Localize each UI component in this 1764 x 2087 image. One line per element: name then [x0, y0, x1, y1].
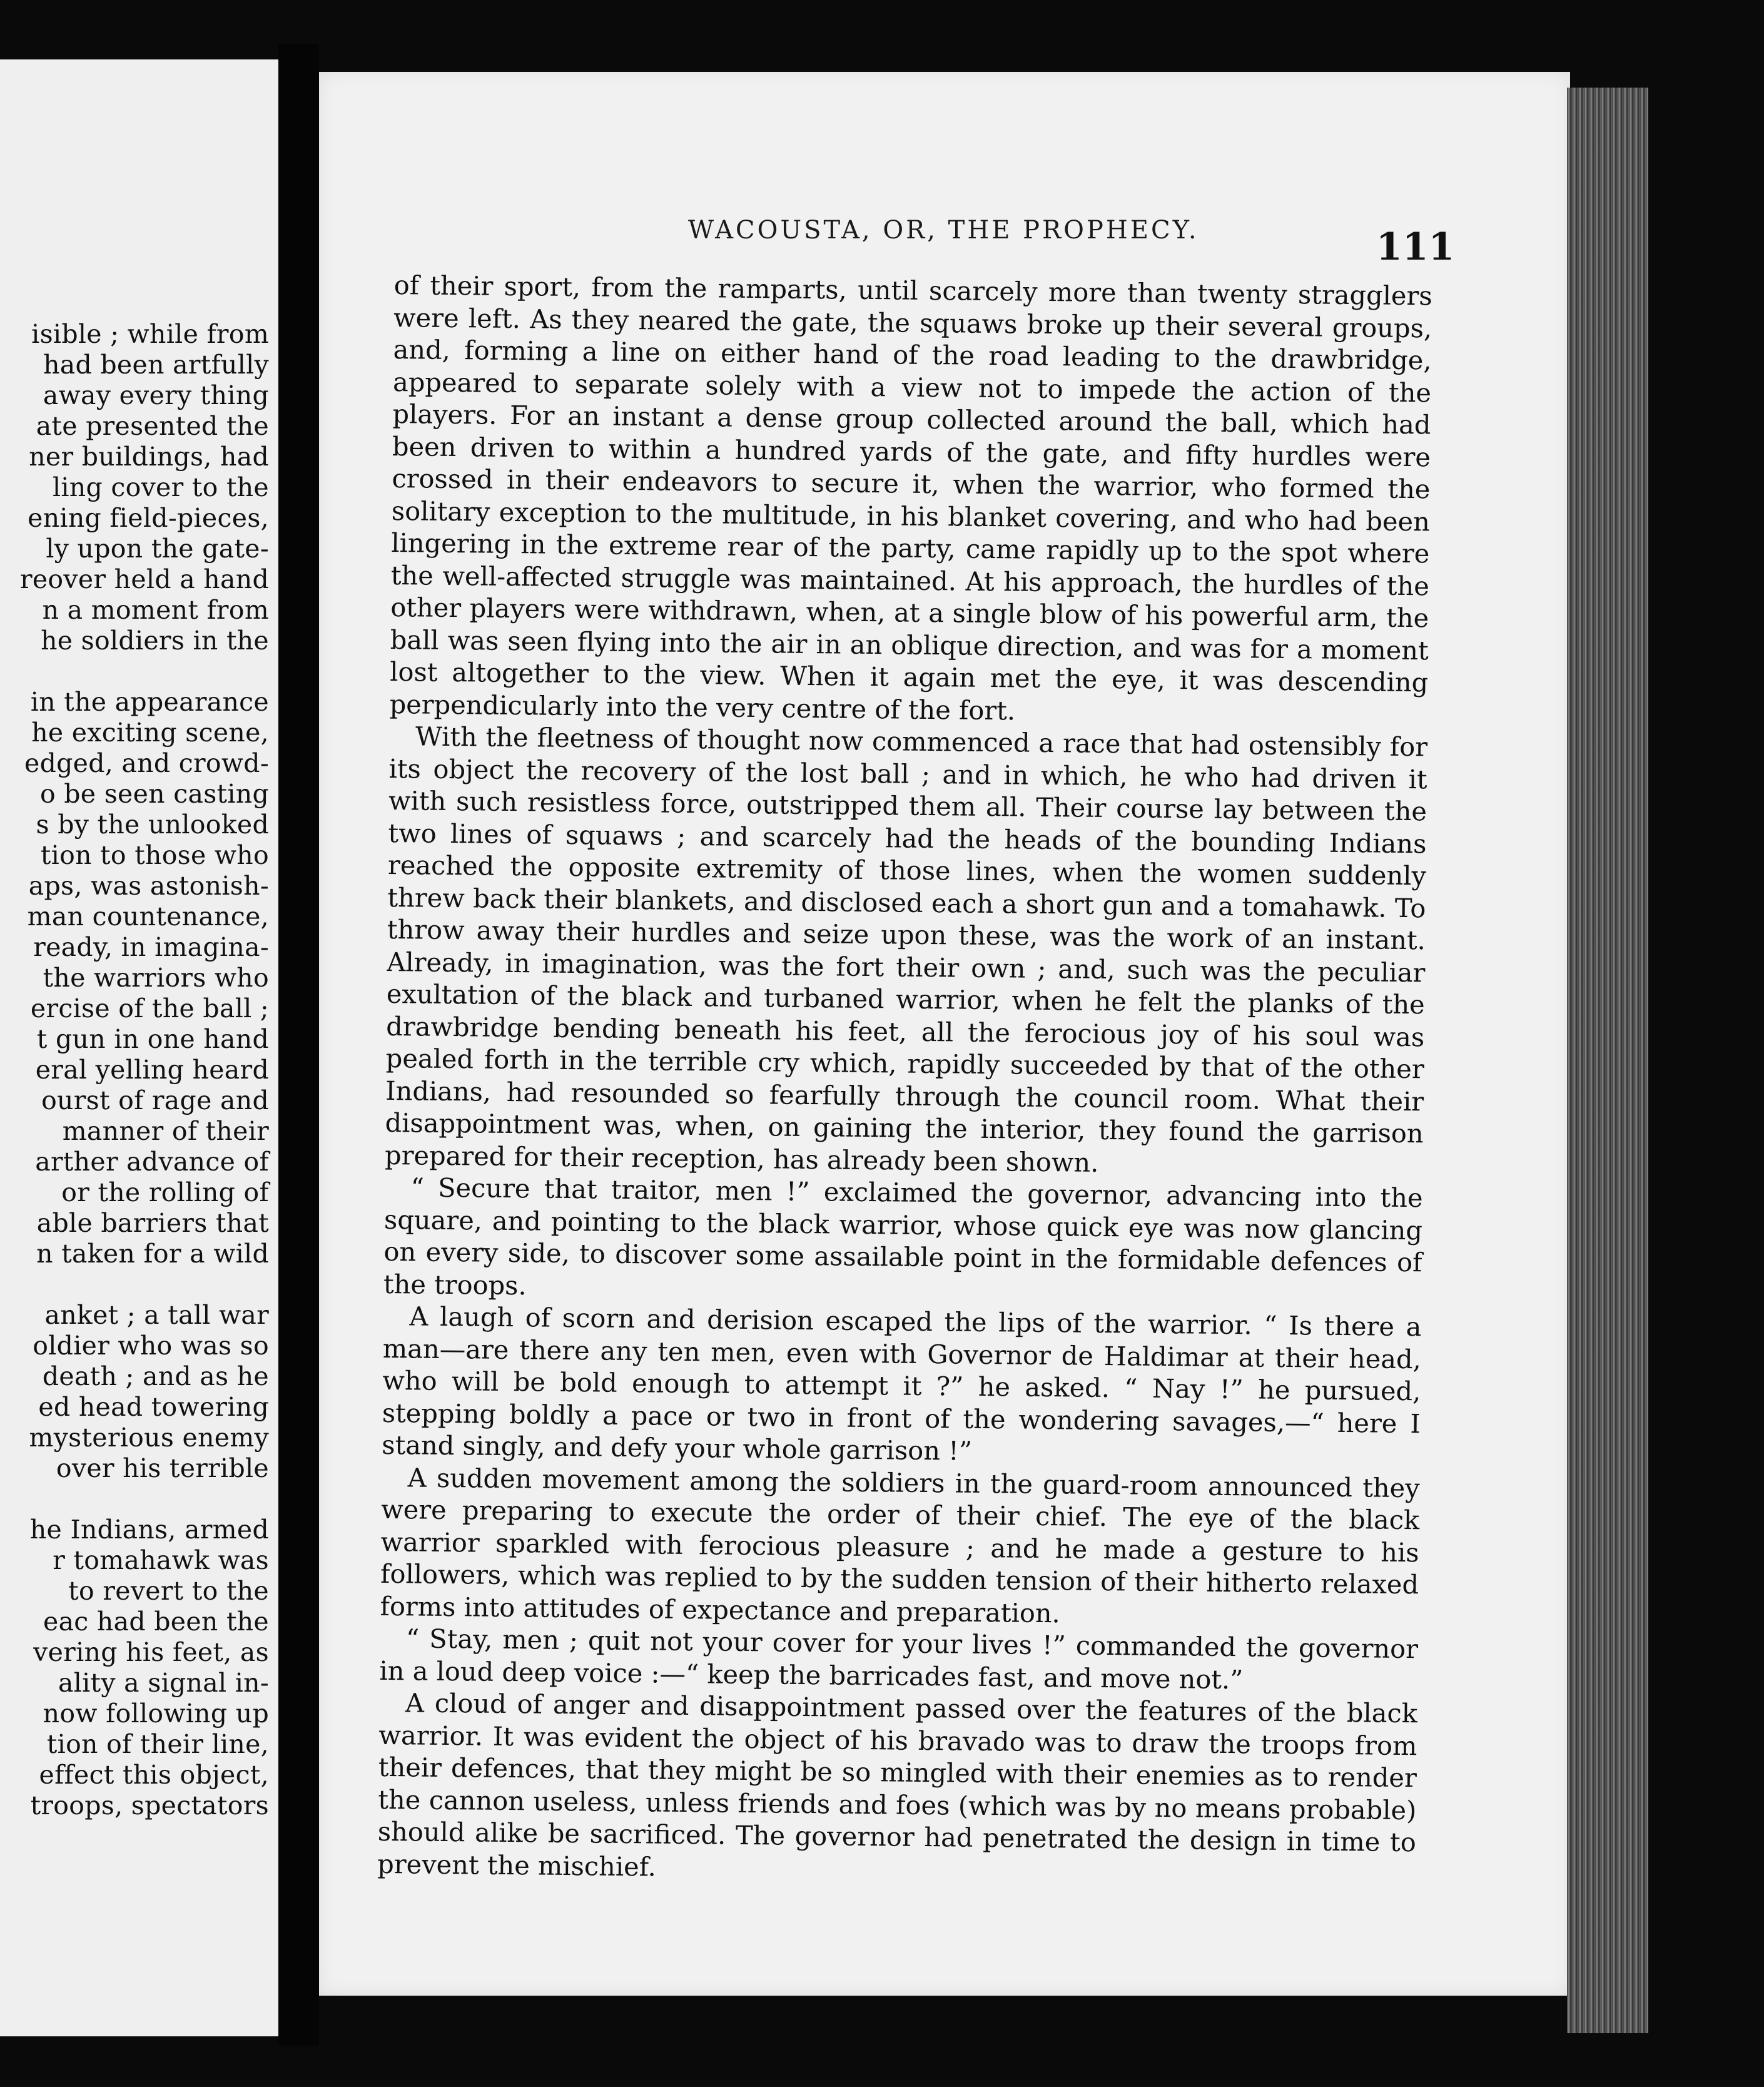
paragraph: “ Stay, men ; quit not your cover for your lives !” commanded the governor in a loud deep voice :—“ keep the barricades fast, and move not.” — [379, 1623, 1419, 1695]
left-page-line: the warriors who — [43, 963, 269, 993]
left-page-line: n a moment from — [42, 595, 269, 625]
left-page-line: ercise of the ball ; — [30, 993, 269, 1023]
paragraph: of their sport, from the ramparts, until scarcely more than twenty stragglers were left. As they neared the gate, the squaws broke up their several groups, and, forming a line on either hand of the road leading to the drawbridge, appeared to separate solely with a view not to impede the action of the players. For an instant a dense group collected around the ball, which had been driven to within a hundred yards of the gate, and fifty hurdles were crossed in their endeavors to secure it, when the warrior, who formed the solitary exception to the multitude, in his blanket covering, and who had been lingering in the extreme rear of the party, came rapidly up to the spot where the well-affected struggle was maintained. At his approach, the hurdles of the other players were withdrawn, when, at a single blow of his powerful arm, the ball was seen flying into the air in an oblique direction, and was for a moment lost altogether to the view. When it again met the eye, it was descending perpendicularly into the very centre of the fort. — [389, 269, 1432, 726]
left-page-line: troops, spectators — [30, 1790, 269, 1820]
left-page-line: he exciting scene, — [31, 718, 269, 748]
left-page-line: man countenance, — [27, 901, 269, 932]
left-page-line: t gun in one hand — [36, 1024, 269, 1054]
paragraph: A sudden movement among the soldiers in the guard-room announced they were preparing to execute the order of their chief. The eye of the black warrior sparkled with ferocious pleasure ; and he made a gesture to his followers, which was replied to by the sudden tension of their hitherto relaxed forms into attitudes of expectance and preparation. — [380, 1461, 1420, 1628]
left-page-line: ate presented the — [36, 411, 269, 441]
left-page-line: reover held a hand — [19, 564, 269, 594]
left-page-line: away every thing — [43, 380, 269, 410]
left-page-line: eral yelling heard — [35, 1055, 269, 1085]
left-page-line: manner of their — [62, 1116, 269, 1146]
left-page — [0, 59, 278, 2036]
left-page-line: anket ; a tall war — [44, 1300, 269, 1330]
left-page-line: he soldiers in the — [41, 626, 269, 656]
left-page-line: to revert to the — [68, 1576, 269, 1606]
book-gutter — [278, 44, 319, 2046]
left-page-line: edged, and crowd- — [24, 748, 269, 778]
paragraph: With the fleetness of thought now commenced a race that had ostensibly for its object the recovery of the lost ball ; and in which, he who had driven it with such resistless force, outstripped them all. Their course lay between the two lines of squaws ; and scarcely had the heads of the bounding Indians reached the opposite extremity of those lines, when the women suddenly threw back their blankets, and disclosed each a short gun and a tomahawk. To throw away their hurdles and seize upon these, was the work of an instant. Already, in imagination, was the fort their own ; and, such was the peculiar exultation of the black and turbaned warrior, when he felt the planks of the drawbridge bending beneath his feet, all the ferocious joy of his soul was pealed forth in the terrible cry which, rapidly succeeded by that of the other Indians, had resounded so fearfully through the council room. What their disappointment was, when, on gaining the interior, they found the garrison prepared for their reception, has already been shown. — [384, 721, 1428, 1178]
left-page-line: eac had been the — [43, 1607, 269, 1637]
left-page-line: ling cover to the — [52, 472, 269, 502]
left-page-line: ly upon the gate- — [46, 534, 269, 564]
left-page-line: tion of their line, — [46, 1729, 269, 1759]
left-page-line: death ; and as he — [42, 1361, 269, 1391]
paragraph: A cloud of anger and disappointment passed over the features of the black warrior. It was evident the object of his bravado was to draw the troops from their defences, that they might be so mingled with their enemies as to render the cannon useless, unless friends and foes (which was by no means probable) should alike be sacrificed. The governor had penetrated the design in time to prevent the mischief. — [377, 1687, 1418, 1882]
left-page-line: ed head towering — [38, 1392, 269, 1422]
left-page-line: or the rolling of — [61, 1177, 269, 1207]
left-page-line: ality a signal in- — [58, 1668, 269, 1698]
left-page-line: vering his feet, as — [33, 1637, 269, 1667]
paragraph: “ Secure that traitor, men !” exclaimed the governor, advancing into the square, and pointing to the black warrior, whose quick eye was now glancing on every side, to discover some assailable point in the formidable defences of the troops. — [383, 1172, 1423, 1301]
left-page-line: in the appearance — [30, 687, 269, 717]
left-page-line: ready, in imagina- — [33, 932, 269, 962]
left-page-line: able barriers that — [36, 1208, 269, 1238]
left-page-line: s by the unlooked — [36, 810, 269, 840]
left-page-line: effect this object, — [39, 1760, 269, 1790]
left-page-line: over his terrible — [56, 1453, 269, 1483]
left-page-line: he Indians, armed — [29, 1515, 269, 1545]
left-page-line: n taken for a wild — [36, 1239, 269, 1269]
left-page-line — [6, 1484, 269, 1515]
left-page-line: o be seen casting — [39, 779, 269, 809]
paragraph: A laugh of scorn and derision escaped the lips of the warrior. “ Is there a man—are there any ten men, even with Governor de Haldimar at their head, who will be bold enough to attempt it ?” he asked. “ Nay !” he pursued, stepping boldly a pace or two in front of the wondering savages,—“ here I stand singly, and defy your whole garrison !” — [382, 1301, 1422, 1466]
running-head: WACOUSTA, OR, THE PROPHECY. — [688, 216, 1199, 245]
left-page-line: arther advance of — [35, 1147, 269, 1177]
body-text — [377, 269, 1432, 1891]
left-page-line: now following up — [43, 1699, 269, 1729]
left-page-line: had been artfully — [43, 350, 269, 380]
left-page-line: mysterious enemy — [29, 1423, 269, 1453]
left-page-line: tion to those who — [40, 840, 269, 870]
page-edges — [1567, 88, 1648, 2033]
left-page-text — [6, 319, 269, 1821]
left-page-line: ening field-pieces, — [28, 503, 269, 533]
left-page-line: ourst of rage and — [41, 1085, 269, 1115]
left-page-line: ner buildings, had — [29, 442, 269, 472]
left-page-line: r tomahawk was — [53, 1545, 269, 1575]
left-page-line: oldier who was so — [33, 1331, 269, 1361]
left-page-line — [6, 1269, 269, 1300]
page-number: 111 — [1376, 225, 1455, 269]
left-page-line — [6, 656, 269, 687]
left-page-line: aps, was astonish- — [28, 871, 269, 901]
left-page-line: isible ; while from — [31, 319, 269, 349]
